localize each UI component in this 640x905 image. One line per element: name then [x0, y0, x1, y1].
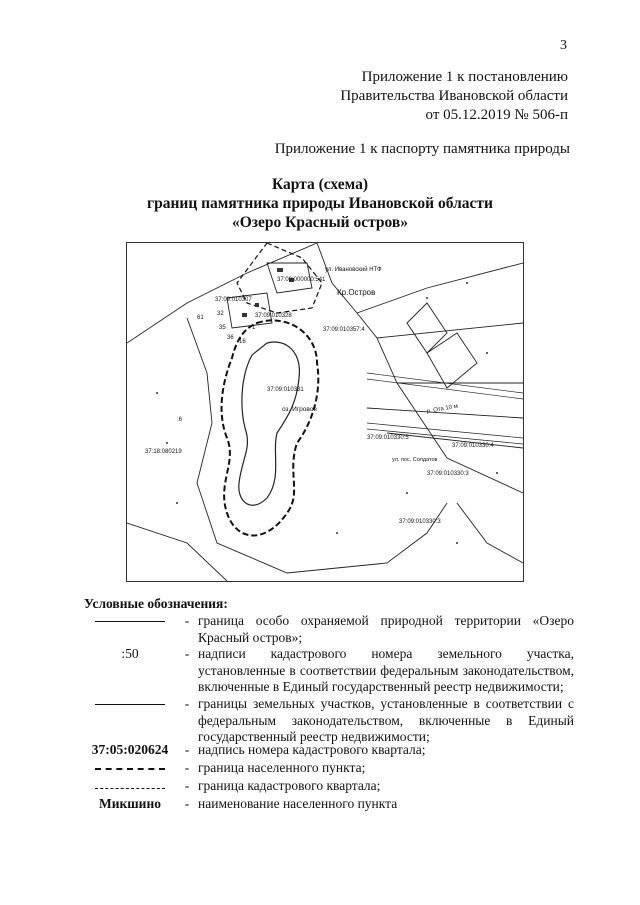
legend-text: надписи кадастрового номера земельного участка, установленные в соответствии федеральным законодательством, включенные в Единый государственный реестр недвижимости;	[198, 646, 574, 694]
legend-item	[84, 760, 574, 777]
map-label: 61	[197, 315, 204, 321]
parcel-number-symbol: :50	[121, 646, 139, 661]
title-line-3: «Озеро Красный остров»	[231, 214, 409, 231]
map-label: 36	[227, 335, 234, 341]
legend-dash: -	[184, 796, 190, 811]
legend-item	[84, 742, 574, 759]
legend-text: границы земельных участков, установленные в соответствии с федеральным законодательством, включенные в Единый государственный реестр недвижимости;	[198, 696, 574, 744]
legend-text: граница кадастрового квартала;	[198, 778, 381, 793]
decree-line-1: Приложение 1 к постановлению	[361, 69, 568, 85]
map-label: р. Ота 10 м	[426, 403, 459, 415]
decree-reference	[340, 68, 568, 125]
quarter-number-symbol: 37:05:020624	[91, 742, 169, 757]
map-label: 35	[219, 325, 226, 331]
map-label: 37:18:080219	[145, 449, 182, 455]
map-label: ул. Ивановский НТФ	[325, 267, 382, 273]
legend-item	[84, 613, 574, 647]
legend-text: наименование населенного пункта	[198, 796, 398, 811]
settlement-name-symbol: Микшино	[98, 796, 161, 811]
settlement-boundary-symbol	[84, 760, 176, 770]
map-label: 37:09:010307	[215, 297, 252, 303]
page-number: 3	[560, 38, 567, 53]
parcel-boundary-symbol	[84, 696, 176, 705]
legend-text: граница населенного пункта;	[198, 760, 366, 775]
title-line-1: Карта (схема)	[271, 176, 369, 193]
boundary-map	[126, 242, 524, 582]
legend-item	[84, 796, 574, 813]
legend-dash: -	[184, 613, 190, 628]
legend-dash: -	[184, 696, 190, 711]
map-label: 32	[217, 311, 224, 317]
decree-line-2: Правительства Ивановской области	[340, 88, 568, 104]
legend-text: надпись номера кадастрового квартала;	[198, 742, 426, 757]
legend-dash: -	[184, 778, 190, 793]
map-label: ул. пос. Солдатов	[392, 457, 438, 463]
protected-boundary-symbol	[84, 613, 176, 622]
map-label: 37:09:010330:3	[399, 519, 441, 525]
map-label: 37:09:010330:5	[367, 435, 409, 441]
decree-line-3: от 05.12.2019 № 506-п	[425, 107, 568, 123]
map-label: 37:09:010330:3	[427, 471, 469, 477]
map-label: 37:09:010330:4	[452, 443, 494, 449]
map-label: оз. Игровое	[282, 406, 318, 413]
map-label: 37:09:010331	[267, 387, 304, 393]
legend-item	[84, 778, 574, 795]
map-label: 1	[252, 325, 256, 331]
document-title	[0, 175, 640, 232]
legend-dash: -	[184, 646, 190, 661]
map-label: 37:09:000000:541	[277, 277, 326, 283]
legend-dash: -	[184, 742, 190, 757]
legend-title: Условные обозначения:	[84, 596, 228, 611]
map-label: :6	[177, 417, 183, 423]
title-line-2: границ памятника природы Ивановской области	[147, 195, 493, 212]
legend-dash: -	[184, 760, 190, 775]
map-label: 16	[239, 339, 246, 345]
legend-item	[84, 646, 574, 694]
passport-note: Приложение 1 к паспорту памятника природы	[274, 141, 570, 157]
legend-text: граница особо охраняемой природной территории «Озеро Красный остров»;	[198, 613, 574, 645]
map-label: 37:09:010328	[255, 313, 292, 319]
legend-item	[84, 696, 574, 746]
quarter-boundary-symbol	[84, 778, 176, 789]
map-drawing	[127, 243, 523, 581]
map-label: 37:09:010357:4	[323, 327, 365, 333]
map-label: Кр.Остров	[337, 288, 376, 297]
